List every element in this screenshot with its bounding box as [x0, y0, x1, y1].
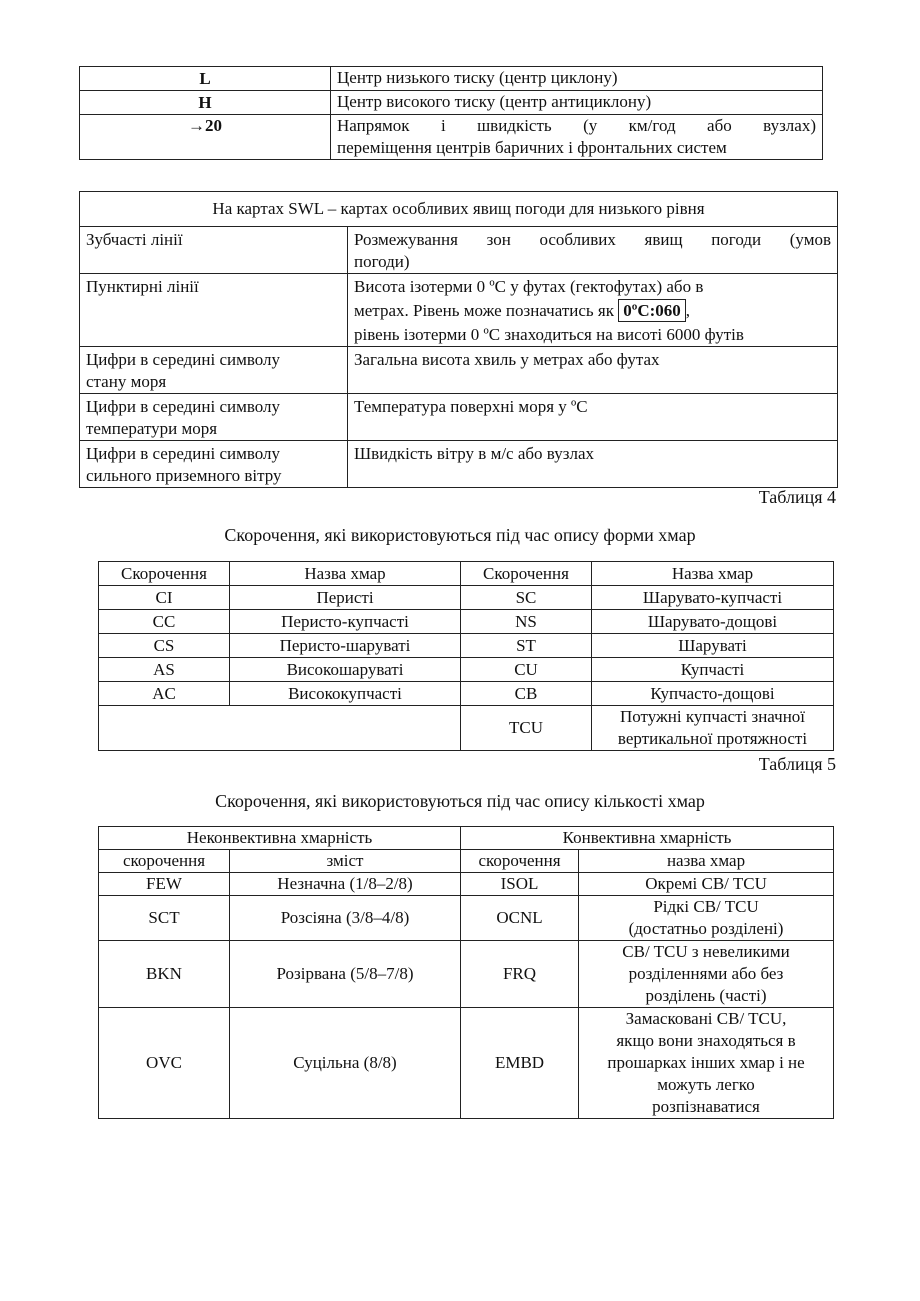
name-line: прошарках інших хмар і не: [607, 1053, 805, 1072]
abbr-cell: AC: [99, 682, 230, 706]
desc-cell: [348, 274, 838, 347]
name-cell: [579, 1008, 834, 1119]
column-header: скорочення: [461, 850, 579, 873]
desc-line: Розмежування зон особливих явищ погоди (умов: [354, 230, 831, 249]
abbr-cell: EMBD: [461, 1008, 579, 1119]
abbr-cell: CU: [461, 658, 592, 682]
table-row: [80, 227, 838, 274]
meaning-cell: Центр високого тиску (центр антициклону): [331, 91, 823, 115]
table-row: [99, 941, 834, 1008]
name-cell: Шаруваті: [592, 634, 834, 658]
abbr-cell: CI: [99, 586, 230, 610]
name-line: Замасковані CB/ TCU,: [625, 1009, 787, 1028]
name-line: Окремі CB/ TCU: [645, 874, 767, 893]
abbr-cell: NS: [461, 610, 592, 634]
abbr-cell: OCNL: [461, 896, 579, 941]
term-line: стану моря: [86, 372, 167, 391]
symbol-cell: →20: [80, 115, 331, 160]
abbr-cell: FRQ: [461, 941, 579, 1008]
table-row: [80, 347, 838, 394]
abbr-cell: FEW: [99, 873, 230, 896]
table-5-title: Скорочення, які використовуються під час опису кількості хмар: [215, 791, 705, 811]
abbr-cell: SCT: [99, 896, 230, 941]
name-cell: Купчасті: [592, 658, 834, 682]
term-cell: Пунктирні лінії: [80, 274, 348, 347]
desc-cell: [348, 227, 838, 274]
name-cell: Перисті: [230, 586, 461, 610]
cloud-amount-table: [98, 826, 834, 1119]
column-header: назва хмар: [579, 850, 834, 873]
column-header: Скорочення: [461, 562, 592, 586]
name-line: розділеннями або без: [628, 964, 784, 983]
table-header-row: [80, 192, 838, 227]
desc-cell: Загальна висота хвиль у метрах або футах: [348, 347, 838, 394]
term-cell: Зубчасті лінії: [80, 227, 348, 274]
name-line: (достатньо розділені): [628, 919, 784, 938]
abbr-cell: CB: [461, 682, 592, 706]
isotherm-label-example: 0ºС:060: [618, 299, 686, 322]
table-header-row: [99, 562, 834, 586]
group-header-nonconvective: Неконвективна хмарність: [99, 827, 461, 850]
meaning-line: переміщення центрів баричних і фронтальних систем: [337, 138, 727, 157]
term-line: Цифри в середині символу: [86, 397, 281, 416]
name-cell: Шарувато-дощові: [592, 610, 834, 634]
abbr-cell: CC: [99, 610, 230, 634]
table-4-title: Скорочення, які використовуються під час опису форми хмар: [224, 525, 696, 545]
desc-cell: Швидкість вітру в м/с або вузлах: [348, 441, 838, 488]
column-header: Назва хмар: [230, 562, 461, 586]
term-cell: [80, 441, 348, 488]
desc-line: рівень ізотерми 0 ºС знаходиться на висоті 6000 футів: [354, 325, 744, 344]
name-cell: Перисто-шаруваті: [230, 634, 461, 658]
table-row: [80, 441, 838, 488]
column-header: Скорочення: [99, 562, 230, 586]
term-line: сильного приземного вітру: [86, 466, 282, 485]
swl-table: [79, 191, 838, 488]
meaning-line: Напрямок і швидкість (у км/год або вузлах): [337, 116, 816, 135]
name-cell: [579, 896, 834, 941]
name-line: можуть легко: [657, 1075, 755, 1094]
column-header: Назва хмар: [592, 562, 834, 586]
table-row: [99, 610, 834, 634]
desc-line: [354, 298, 831, 324]
name-line: Потужні купчасті значної: [619, 707, 806, 726]
abbr-cell: AS: [99, 658, 230, 682]
content-cell: Суцільна (8/8): [230, 1008, 461, 1119]
name-line: Рідкі CB/ TCU: [653, 897, 759, 916]
name-line: якщо вони знаходяться в: [616, 1031, 796, 1050]
table-5-label: Таблиця 5: [758, 754, 836, 774]
desc-cell: Температура поверхні моря у ºС: [348, 394, 838, 441]
abbr-cell: ST: [461, 634, 592, 658]
table-row: [99, 634, 834, 658]
abbr-cell: SC: [461, 586, 592, 610]
content-cell: Розсіяна (3/8–4/8): [230, 896, 461, 941]
desc-line: погоди): [354, 252, 410, 271]
symbols-table: [79, 66, 823, 160]
term-cell: [80, 347, 348, 394]
table-row: [80, 67, 823, 91]
table-row: [99, 896, 834, 941]
meaning-cell: Центр низького тиску (центр циклону): [331, 67, 823, 91]
swl-header: На картах SWL – картах особливих явищ погоди для низького рівня: [80, 192, 838, 227]
table-row: [99, 706, 834, 751]
term-line: Цифри в середині символу: [86, 444, 281, 463]
table-row: [99, 1008, 834, 1119]
table-row: [99, 658, 834, 682]
term-cell: [80, 394, 348, 441]
name-cell: [592, 706, 834, 751]
empty-cell: [99, 706, 461, 751]
name-cell: [579, 873, 834, 896]
abbr-cell: ISOL: [461, 873, 579, 896]
table-row: [80, 274, 838, 347]
abbr-cell: CS: [99, 634, 230, 658]
abbr-cell: TCU: [461, 706, 592, 751]
group-header-convective: Конвективна хмарність: [461, 827, 834, 850]
symbol-cell: H: [80, 91, 331, 115]
name-cell: Купчасто-дощові: [592, 682, 834, 706]
name-cell: Перисто-купчасті: [230, 610, 461, 634]
table-row: [99, 586, 834, 610]
column-header: скорочення: [99, 850, 230, 873]
abbr-cell: OVC: [99, 1008, 230, 1119]
table-row: [99, 682, 834, 706]
table-row: [80, 394, 838, 441]
content-cell: Незначна (1/8–2/8): [230, 873, 461, 896]
content-cell: Розірвана (5/8–7/8): [230, 941, 461, 1008]
name-line: розділень (часті): [645, 986, 767, 1005]
name-cell: Висококупчасті: [230, 682, 461, 706]
name-line: розпізнаватися: [652, 1097, 760, 1116]
abbr-cell: BKN: [99, 941, 230, 1008]
term-line: Цифри в середині символу: [86, 350, 281, 369]
table-header-row: [99, 850, 834, 873]
name-cell: Високошаруваті: [230, 658, 461, 682]
name-line: CB/ TCU з невеликими: [622, 942, 790, 961]
desc-line: Висота ізотерми 0 ºС у футах (гектофутах) або в: [354, 277, 704, 296]
table-4-label: Таблиця 4: [758, 487, 836, 507]
term-line: температури моря: [86, 419, 218, 438]
cloud-forms-table: [98, 561, 834, 751]
meaning-cell: [331, 115, 823, 160]
table-row: [80, 91, 823, 115]
name-line: вертикальної протяжності: [617, 729, 808, 748]
table-group-header-row: [99, 827, 834, 850]
symbol-cell: L: [80, 67, 331, 91]
table-row: [99, 873, 834, 896]
name-cell: Шарувато-купчасті: [592, 586, 834, 610]
desc-text: ,: [685, 301, 691, 320]
column-header: зміст: [230, 850, 461, 873]
name-cell: [579, 941, 834, 1008]
table-row: [80, 115, 823, 160]
desc-text: метрах. Рівень може позначатись як: [354, 301, 614, 320]
